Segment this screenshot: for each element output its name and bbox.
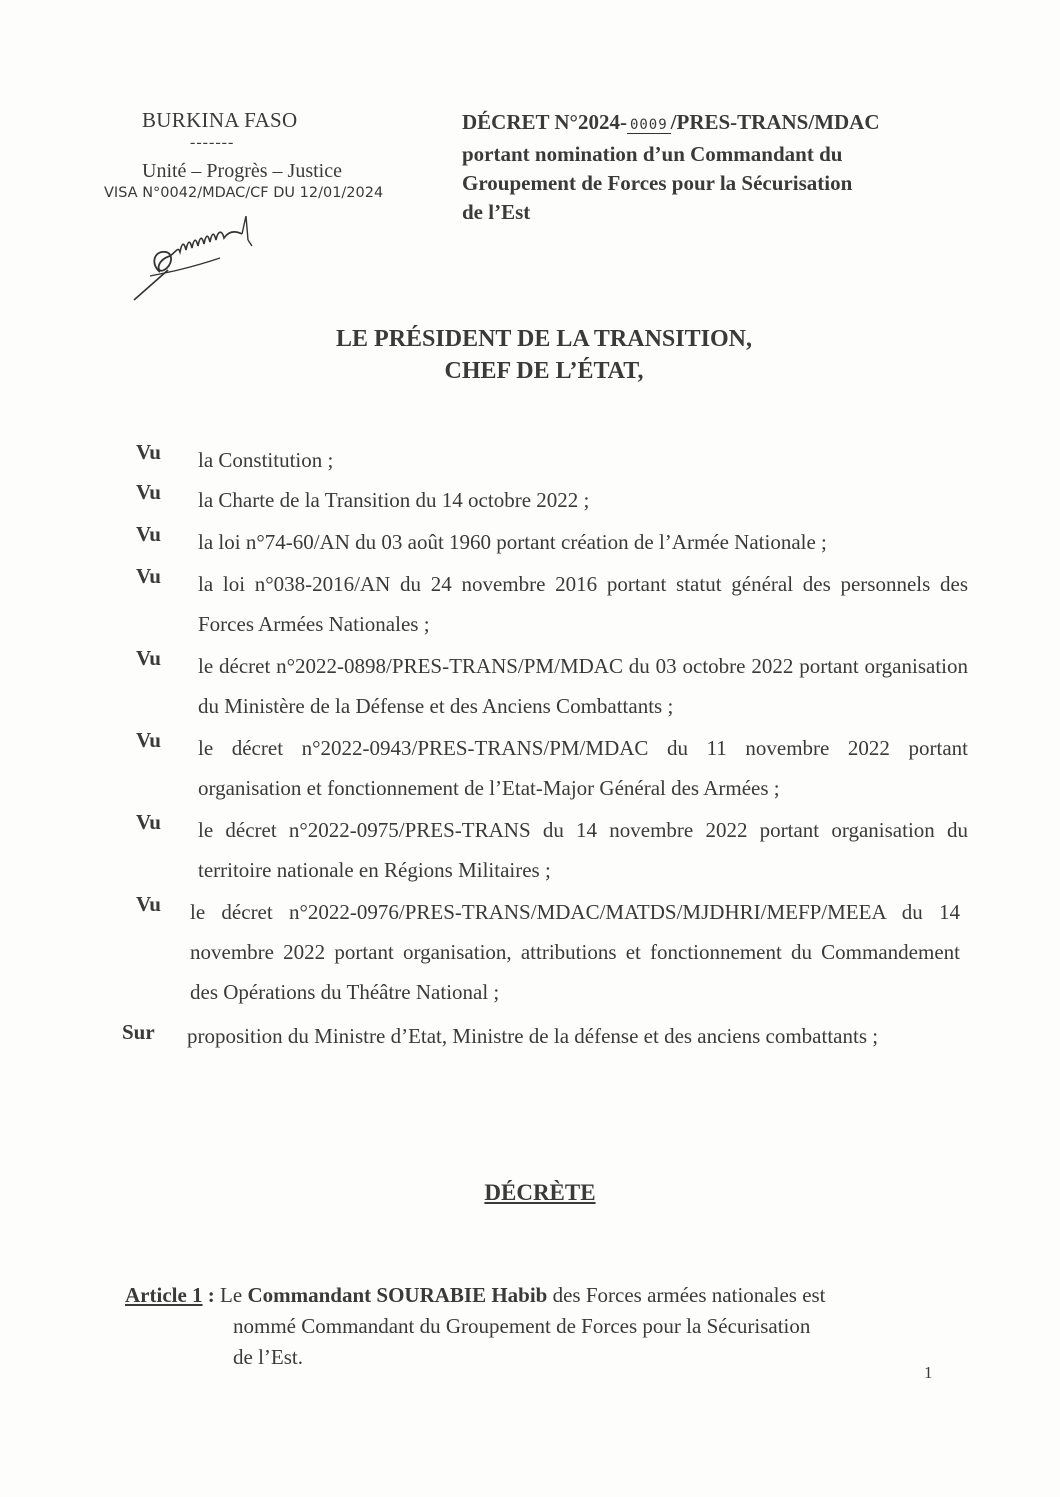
consideration-key: Vu <box>136 480 161 504</box>
article-1-line <box>125 1280 935 1311</box>
consideration-text: la loi n°038-2016/AN du 24 novembre 2016 portant statut général des personnels des Forces Armées Nationales ; <box>198 572 968 636</box>
consideration-item <box>0 1016 1060 1078</box>
consideration-text: proposition du Ministre d’Etat, Ministre de la défense et des anciens combattants ; <box>187 1024 879 1048</box>
consideration-item <box>0 480 1060 522</box>
decree-prefix: DÉCRET N°2024- <box>462 110 627 134</box>
appointee-name: Commandant SOURABIE Habib <box>247 1283 548 1307</box>
consideration-key: Vu <box>136 728 161 752</box>
consideration-key: Vu <box>136 522 161 546</box>
decree-heading: DÉCRÈTE <box>484 1180 596 1205</box>
article-label: Article 1 <box>125 1283 203 1307</box>
national-motto: Unité – Progrès – Justice <box>142 160 342 182</box>
consideration-text: la Charte de la Transition du 14 octobre 2022 ; <box>198 488 590 512</box>
consideration-key: Vu <box>136 810 161 834</box>
consideration-item <box>0 440 1060 480</box>
visa-stamp-text: VISA N°0042/MDAC/CF DU 12/01/2024 <box>104 185 384 201</box>
authority-title: LE PRÉSIDENT DE LA TRANSITION, <box>336 326 752 352</box>
consideration-text: la Constitution ; <box>198 448 334 472</box>
consideration-key: Vu <box>136 892 161 916</box>
consideration-item <box>0 564 1060 646</box>
decree-subject-line: Groupement de Forces pour la Sécurisation <box>462 171 853 195</box>
article-colon: : <box>202 1283 215 1307</box>
article-1 <box>125 1280 935 1373</box>
country-name: BURKINA FASO <box>142 108 298 132</box>
consideration-item <box>0 892 1060 1016</box>
consideration-item <box>0 522 1060 564</box>
consideration-key: Sur <box>122 1020 155 1044</box>
consideration-text: le décret n°2022-0943/PRES-TRANS/PM/MDAC du 11 novembre 2022 portant organisation et fonctionnement de l’Etat-Major Général des Armées ; <box>198 736 968 800</box>
consideration-item <box>0 810 1060 892</box>
decree-suffix: /PRES-TRANS/MDAC <box>670 110 880 134</box>
header-separator: ------- <box>190 134 235 151</box>
signature-icon <box>130 212 270 304</box>
consideration-text: le décret n°2022-0898/PRES-TRANS/PM/MDAC du 03 octobre 2022 portant organisation du Ministère de la Défense et des Anciens Combattants ; <box>198 654 968 718</box>
decree-subject-line: de l’Est <box>462 200 531 224</box>
consideration-key: Vu <box>136 564 161 588</box>
consideration-item <box>0 646 1060 728</box>
article-1-line: de l’Est. <box>233 1345 303 1369</box>
article-text: Le <box>214 1283 248 1307</box>
authority-subtitle: CHEF DE L’ÉTAT, <box>444 358 644 384</box>
consideration-text: la loi n°74-60/AN du 03 août 1960 portant création de l’Armée Nationale ; <box>198 530 827 554</box>
decree-subject-line: portant nomination d’un Commandant du <box>462 142 843 166</box>
considerations-list <box>0 440 1060 1078</box>
consideration-item <box>0 728 1060 810</box>
consideration-key: Vu <box>136 646 161 670</box>
article-1-line: nommé Commandant du Groupement de Forces pour la Sécurisation <box>233 1314 811 1338</box>
article-text: des Forces armées nationales est <box>547 1283 826 1307</box>
page-number: 1 <box>924 1363 933 1382</box>
consideration-key: Vu <box>136 440 161 464</box>
decree-number-line <box>462 108 880 140</box>
consideration-text: le décret n°2022-0976/PRES-TRANS/MDAC/MATDS/MJDHRI/MEFP/MEEA du 14 novembre 2022 portant organisation, attributions et fonctionnement du Commandement des Opérations du Théâtre National ; <box>190 900 960 1004</box>
decree-handwritten-number: 0009 <box>627 117 671 134</box>
consideration-text: le décret n°2022-0975/PRES-TRANS du 14 novembre 2022 portant organisation du territoire nationale en Régions Militaires ; <box>198 818 968 882</box>
decree-title-block <box>462 108 880 227</box>
